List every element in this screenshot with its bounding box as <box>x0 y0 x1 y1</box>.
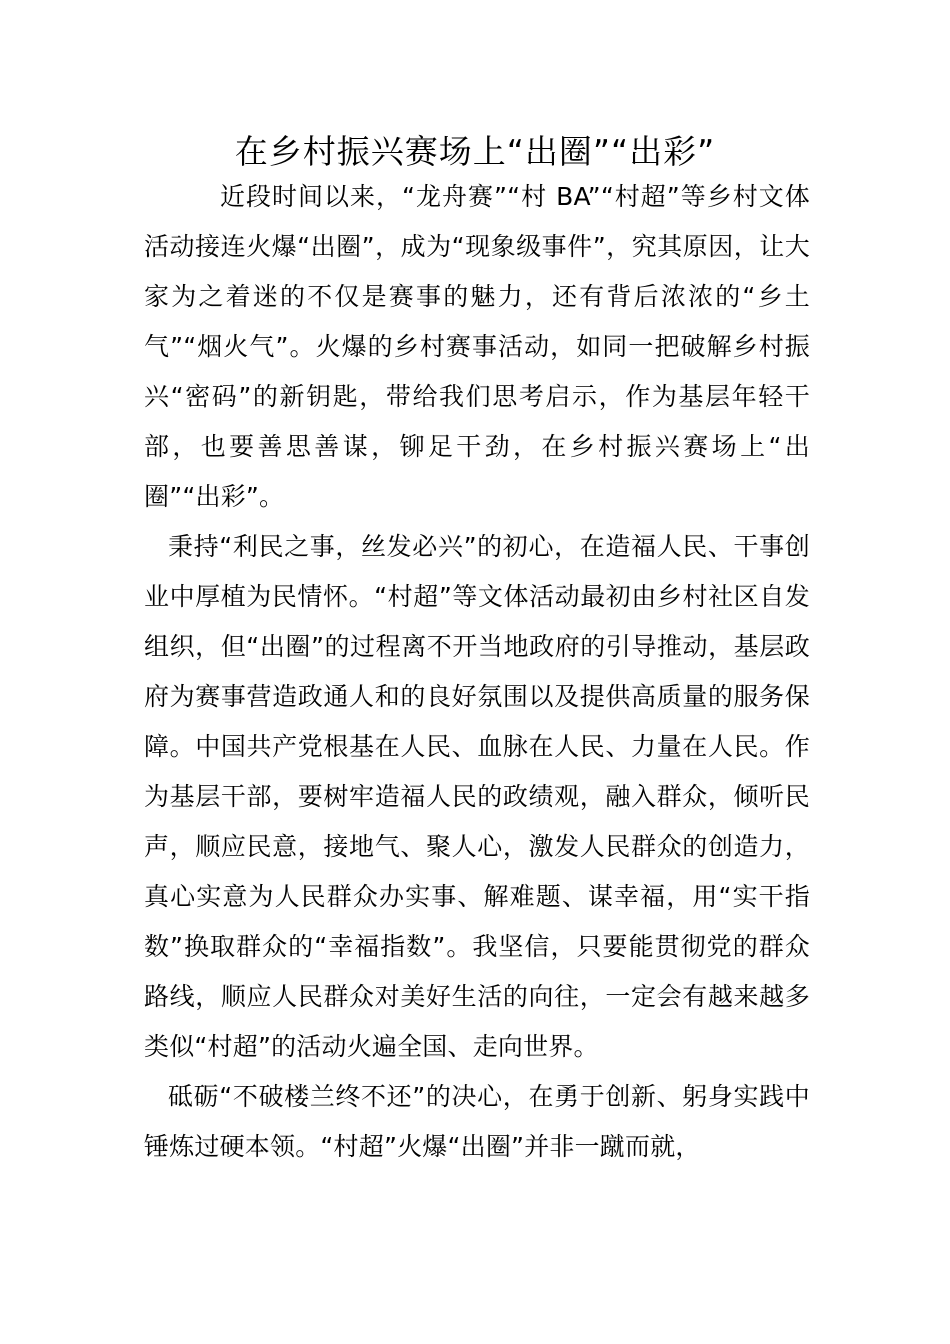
paragraph-determination: 砥砺“不破楼兰终不还”的决心，在勇于创新、躬身实践中锤炼过硬本领。“村超”火爆“出圈”并非一蹴而就， <box>144 1082 810 1161</box>
paragraph-intro: 近段时间以来，“龙舟赛”“村 BA”“村超”等乡村文体活动接连火爆“出圈”，成为“现象级事件”，究其原因，让大家为之着迷的不仅是赛事的魅力，还有背后浓浓的“乡土气”“烟火气”。火爆的乡村赛事活动，如同一把破解乡村振兴“密码”的新钥匙，带给我们思考启示，作为基层年轻干部，也要善思善谋，铆足干劲，在乡村振兴赛场上“出圈”“出彩”。 <box>144 182 810 511</box>
document-title: 在乡村振兴赛场上“出圈”“出彩” <box>234 132 716 171</box>
paragraph-people-first: 秉持“利民之事，丝发必兴”的初心，在造福人民、干事创业中厚植为民情怀。“村超”等文体活动最初由乡村社区自发组织，但“出圈”的过程离不开当地政府的引导推动，基层政府为赛事营造政通人和的良好氛围以及提供高质量的服务保障。中国共产党根基在人民、血脉在人民、力量在人民。作为基层干部，要树牢造福人民的政绩观，融入群众，倾听民声，顺应民意，接地气、聚人心，激发人民群众的创造力，真心实意为人民群众办实事、解难题、谋幸福，用“实干指数”换取群众的“幸福指数”。我坚信，只要能贯彻党的群众路线，顺应人民群众对美好生活的向往，一定会有越来越多类似“村超”的活动火遍全国、走向世界。 <box>144 532 810 1061</box>
document-body <box>144 172 810 1172</box>
